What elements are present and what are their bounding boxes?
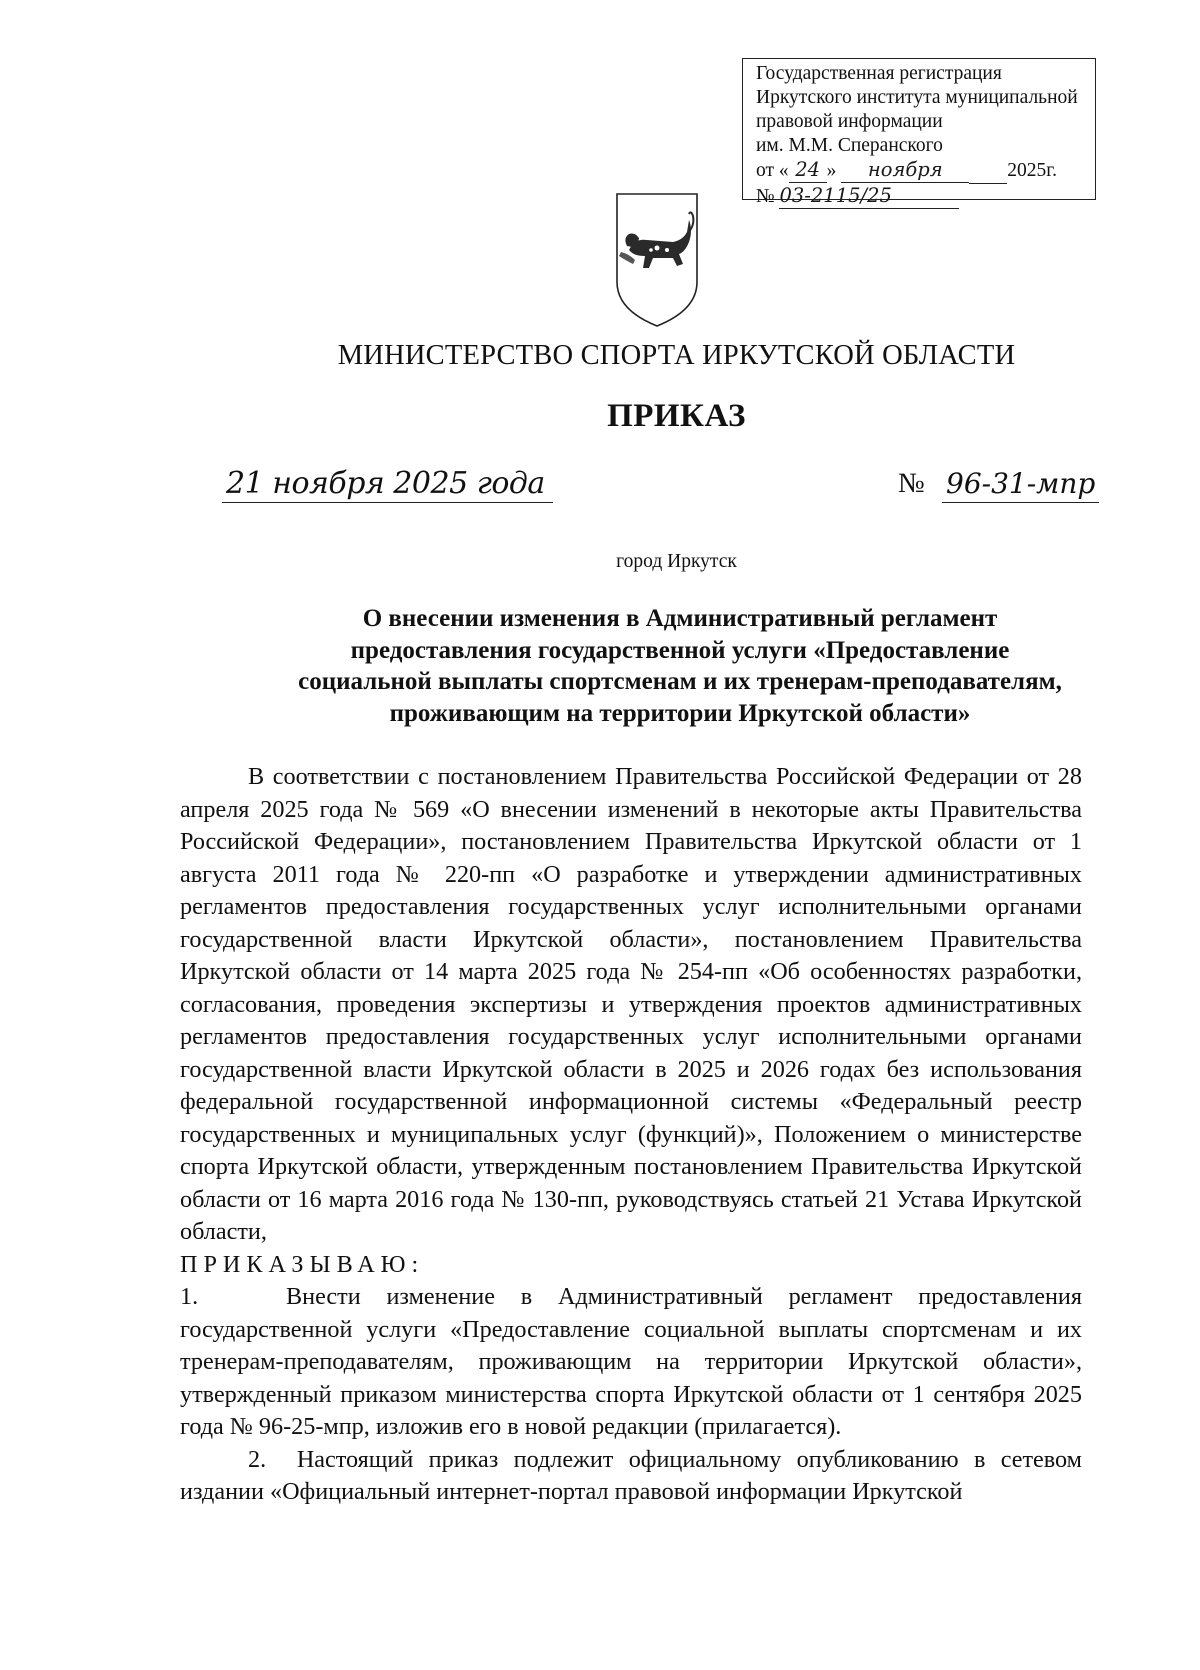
item-1: [180, 1281, 1082, 1444]
registration-number-prefix: №: [756, 186, 775, 207]
city: город Иркутск: [616, 551, 737, 572]
order-number: 96-31-мпр: [942, 466, 1099, 503]
order-word: ПРИКАЗЫВАЮ:: [180, 1250, 425, 1278]
heading-line-2: предоставления государственной услуги «Предоставление: [350, 636, 1010, 664]
registration-date-year: 2025г.: [1007, 160, 1057, 181]
registration-number-value: 03-2115/25: [779, 184, 959, 209]
registration-line-2: Иркутского института муниципальной: [756, 87, 1078, 108]
registration-date-mid: »: [826, 160, 837, 181]
heading-line-4: проживающим на территории Иркутской области»: [389, 699, 971, 727]
registration-line-4: им. М.М. Сперанского: [756, 135, 943, 156]
item-2-text: Настоящий приказ подлежит официальному опубликованию в сетевом издании «Официальный интернет-портал правовой информации Иркутской: [180, 1445, 1082, 1505]
registration-line-1: Государственная регистрация: [756, 63, 1002, 84]
item-1-number: 1.: [180, 1283, 199, 1310]
order-number-label: №: [898, 468, 925, 499]
ministry-name: МИНИСТЕРСТВО СПОРТА ИРКУТСКОЙ ОБЛАСТИ: [337, 340, 1016, 371]
registration-date: [756, 158, 1095, 184]
signed-date: 21 ноября 2025 года: [222, 466, 553, 503]
heading-line-3: социальной выплаты спортсменам и их тренерам-преподавателям,: [298, 668, 1062, 695]
item-1-text: Внести изменение в Административный регламент предоставления государственной услуги «Предоставление социальной выплаты спортсменам и их тренерам-преподавателям, проживающим на территории Иркутской области», утвержденный приказом министерства спорта Иркутской области от 1 сентября 2025 года № 96-25-мпр, изложив его в новой редакции (прилагается).: [180, 1283, 1082, 1440]
registration-line-3: правовой информации: [756, 111, 943, 132]
item-2-number: 2.: [248, 1445, 267, 1473]
document-body: [180, 761, 1082, 1509]
registration-date-month: ноября: [841, 158, 969, 183]
item-2: [180, 1444, 1082, 1509]
registration-stamp: [742, 58, 1096, 207]
registration-date-prefix: от «: [756, 160, 789, 181]
registration-date-day: 24: [789, 158, 827, 183]
irkutsk-coat-of-arms-icon: [613, 190, 701, 330]
preamble-paragraph: В соответствии с постановлением Правительства Российской Федерации от 28 апреля 2025 года № 569 «О внесении изменений в некоторые акты Правительства Российской Федерации», постановлением Правительства Иркутской области от 1 августа 2011 года № 220-пп «О разработке и утверждении административных регламентов предоставления государственных услуг исполнительными органами государственной власти Иркутской области», постановлением Правительства Иркутской области от 14 марта 2025 года № 254-пп «Об особенностях разработки, согласования, проведения экспертизы и утверждения проектов административных регламентов предоставления государственных услуг исполнительными органами государственной власти Иркутской области в 2025 и 2026 годах без использования федеральной государственной информационной системы «Федеральный реестр государственных и муниципальных услуг (функций)», Положением о министерстве спорта Иркутской области, утвержденным постановлением Правительства Иркутской области от 16 марта 2016 года № 130-пп, руководствуясь статьей 21 Устава Иркутской области,: [180, 763, 1082, 1245]
document-type: ПРИКАЗ: [607, 398, 746, 434]
document-heading: [200, 603, 1160, 729]
registration-number: [756, 184, 1095, 209]
heading-line-1: О внесении изменения в Административный регламент: [362, 605, 998, 632]
